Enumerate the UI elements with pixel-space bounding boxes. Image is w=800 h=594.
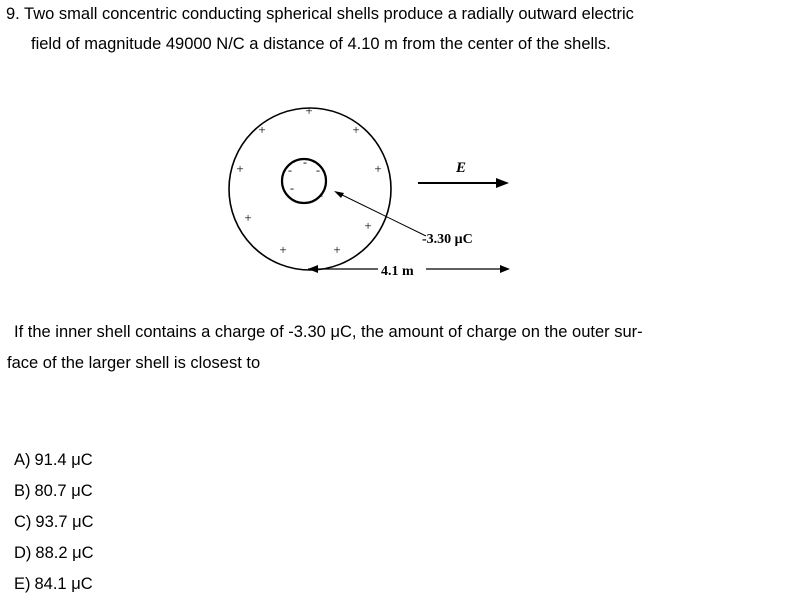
choice-text: 93.7 μC [35, 513, 94, 531]
outer-plus-sign: + [364, 218, 372, 233]
choice-c[interactable] [14, 512, 94, 532]
distance-label: 4.1 m [381, 264, 414, 279]
inner-minus-sign: - [303, 155, 307, 169]
outer-plus-sign: + [305, 103, 313, 118]
inner-minus-sign: - [316, 163, 320, 177]
choice-letter: B) [14, 482, 31, 500]
choice-text: 91.4 μC [34, 451, 93, 469]
inner-minus-sign: - [288, 163, 292, 177]
outer-plus-sign: + [352, 122, 360, 137]
outer-plus-sign: + [279, 242, 287, 257]
prompt-line-1: If the inner shell contains a charge of -3.30 μC, the amount of charge on the outer sur- [14, 323, 643, 341]
leader-arrowhead [334, 191, 344, 198]
choice-text: 84.1 μC [34, 575, 93, 593]
outer-plus-sign: + [236, 161, 244, 176]
question-line-2: field of magnitude 49000 N/C a distance of 4.10 m from the center of the shells. [31, 35, 611, 53]
field-label: E [456, 160, 467, 176]
choice-text: 88.2 μC [35, 544, 94, 562]
choice-d[interactable] [14, 543, 94, 563]
choice-letter: A) [14, 451, 31, 469]
choice-b[interactable] [14, 481, 93, 501]
distance-arrowhead-right [500, 265, 510, 273]
outer-shell [229, 108, 391, 270]
choice-text: 80.7 μC [34, 482, 93, 500]
inner-minus-sign: - [319, 188, 323, 202]
choice-a[interactable] [14, 450, 93, 470]
inner-charge-label: -3.30 μC [422, 232, 473, 247]
prompt-line-2: face of the larger shell is closest to [7, 354, 261, 372]
question-line-1: 9. Two small concentric conducting spherical shells produce a radially outward electric [6, 5, 634, 23]
outer-plus-sign: + [333, 242, 341, 257]
distance-arrowhead-left [308, 265, 318, 273]
inner-minus-sign: - [290, 181, 294, 195]
choice-letter: D) [14, 544, 32, 562]
outer-plus-sign: + [258, 122, 266, 137]
outer-plus-sign: + [374, 161, 382, 176]
field-arrowhead [496, 178, 509, 188]
choice-letter: E) [14, 575, 31, 593]
outer-plus-sign: + [244, 210, 252, 225]
choice-letter: C) [14, 513, 32, 531]
choice-e[interactable] [14, 574, 93, 594]
